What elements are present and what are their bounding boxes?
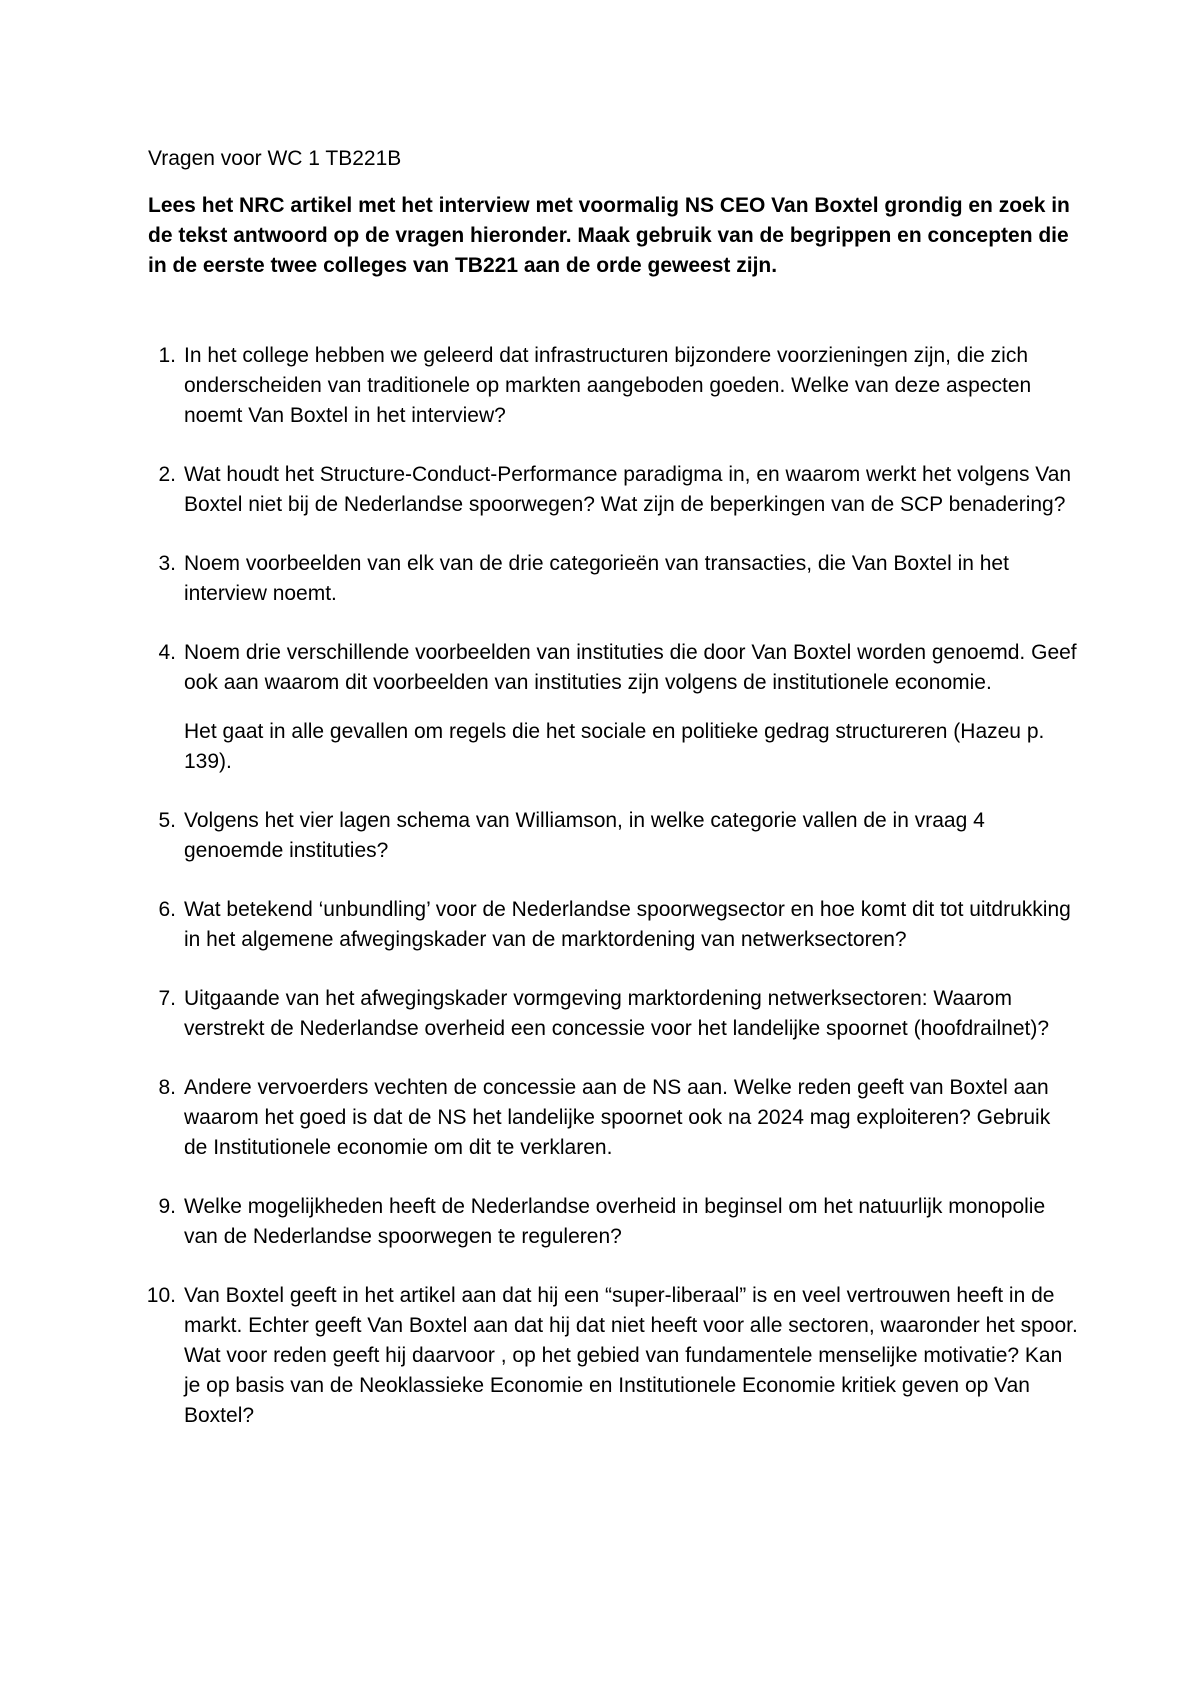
question-item bbox=[148, 549, 1078, 609]
question-number: 5. bbox=[158, 809, 176, 832]
question-item bbox=[148, 1192, 1078, 1252]
answer-note: Het gaat in alle gevallen om regels die het sociale en politieke gedrag structureren (Hazeu p. 139). bbox=[184, 720, 1045, 773]
question-number: 3. bbox=[158, 552, 176, 575]
question-text: Welke mogelijkheden heeft de Nederlandse overheid in beginsel om het natuurlijk monopolie van de Nederlandse spoorwegen te reguleren? bbox=[184, 1195, 1046, 1248]
question-item bbox=[148, 638, 1078, 698]
question-item bbox=[148, 895, 1078, 955]
question-number: 6. bbox=[158, 898, 176, 921]
question-number: 4. bbox=[158, 641, 176, 664]
document-page bbox=[148, 144, 1078, 1460]
question-number: 9. bbox=[158, 1195, 176, 1218]
question-item bbox=[148, 1073, 1078, 1163]
question-item bbox=[148, 806, 1078, 866]
document-title: Vragen voor WC 1 TB221B bbox=[148, 147, 402, 170]
question-list bbox=[148, 341, 1078, 1431]
question-item bbox=[148, 984, 1078, 1044]
question-text: Wat betekend ‘unbundling’ voor de Nederlandse spoorwegsector en hoe komt dit tot uitdrukking in het algemene afwegingskader van de marktordening van netwerksectoren? bbox=[184, 898, 1071, 951]
question-text: In het college hebben we geleerd dat infrastructuren bijzondere voorzieningen zijn, die zich onderscheiden van traditionele op markten aangeboden goeden. Welke van deze aspecten noemt Van Boxtel in het interview? bbox=[184, 344, 1032, 427]
question-text: Noem voorbeelden van elk van de drie categorieën van transacties, die Van Boxtel in het interview noemt. bbox=[184, 552, 1009, 605]
question-text: Andere vervoerders vechten de concessie aan de NS aan. Welke reden geeft van Boxtel aan waarom het goed is dat de NS het landelijke spoornet ook na 2024 mag exploiteren? Gebruik de Institutionele economie om dit te verklaren. bbox=[184, 1076, 1051, 1159]
question-number: 2. bbox=[158, 463, 176, 486]
question-number: 10. bbox=[146, 1284, 176, 1307]
question-text: Wat houdt het Structure-Conduct-Performance paradigma in, en waarom werkt het volgens Van Boxtel niet bij de Nederlandse spoorwegen? Wat zijn de beperkingen van de SCP benadering? bbox=[184, 463, 1072, 516]
question-number: 1. bbox=[158, 344, 176, 367]
document-intro: Lees het NRC artikel met het interview met voormalig NS CEO Van Boxtel grondig en zoek in de tekst antwoord op de vragen hieronder. Maak gebruik van de begrippen en concepten die in de eerste twee colleges van TB221 aan de orde geweest zijn. bbox=[148, 194, 1070, 277]
question-text: Noem drie verschillende voorbeelden van instituties die door Van Boxtel worden genoemd. Geef ook aan waarom dit voorbeelden van instituties zijn volgens de institutionele economie. bbox=[184, 641, 1077, 694]
question-number: 8. bbox=[158, 1076, 176, 1099]
question-text: Van Boxtel geeft in het artikel aan dat hij een “super-liberaal” is en veel vertrouwen heeft in de markt. Echter geeft Van Boxtel aan dat hij dat niet heeft voor alle sectoren, waaronder het spoor. Wat voor reden geeft hij daarvoor , op het gebied van fundamentele menselijke motivatie? Kan je op basis van de Neoklassieke Economie en Institutionele Economie kritiek geven op Van Boxtel? bbox=[184, 1284, 1078, 1427]
question-text: Uitgaande van het afwegingskader vormgeving marktordening netwerksectoren: Waarom verstrekt de Nederlandse overheid een concessie voor het landelijke spoornet (hoofdrailnet)? bbox=[184, 987, 1050, 1040]
question-item bbox=[148, 1281, 1078, 1431]
question-item bbox=[148, 460, 1078, 520]
question-text: Volgens het vier lagen schema van Williamson, in welke categorie vallen de in vraag 4 genoemde instituties? bbox=[184, 809, 985, 862]
question-item bbox=[148, 341, 1078, 431]
question-number: 7. bbox=[158, 987, 176, 1010]
